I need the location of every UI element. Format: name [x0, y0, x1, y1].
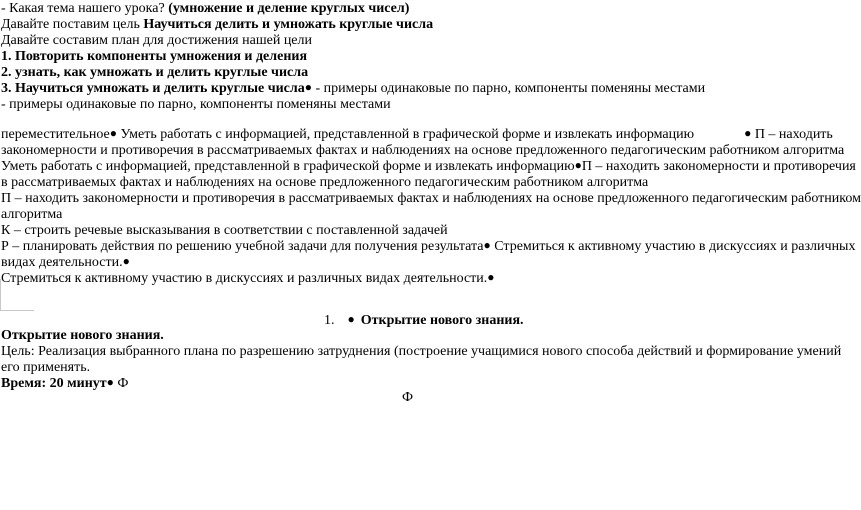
- stage-number: 1.: [324, 313, 335, 328]
- lesson-goal: Научиться делить и умножать круглые числа: [143, 17, 434, 32]
- p-find-repeat: П – находить закономерности и противоречия: [581, 159, 856, 174]
- goal-text: Реализация выбранного плана по разрешению затруднения (построение учащимися нового способа действий и формирование умений: [34, 344, 842, 359]
- p-find-start: П – находить: [751, 127, 833, 142]
- bullet-icon: ●: [106, 375, 114, 389]
- bullet-icon: ●: [304, 80, 313, 94]
- personal-skill-start: Стремиться к активному участию в дискуссиях и различных: [490, 239, 856, 254]
- goal-line: [1, 16, 433, 33]
- bullet-icon: ●: [483, 238, 491, 252]
- activity-line: [1, 254, 130, 271]
- empty-table-cell: [0, 279, 34, 311]
- section-heading: Открытие нового знания.: [1, 328, 164, 343]
- uud-line-6: алгоритма: [1, 207, 63, 222]
- communicative-skill: К – строить речевые высказывания в соответствии с поставленной задачей: [1, 223, 448, 238]
- uud-line-4: в рассматриваемых фактах и наблюдениях на основе предложенного педагогическим работником алгоритма: [1, 175, 649, 190]
- plan-item-3: 3. Научиться умножать и делить круглые числа: [1, 81, 305, 96]
- time-row: [1, 375, 128, 392]
- time-label: Время: 20 минут: [1, 376, 107, 391]
- stage-title: Открытие нового знания.: [360, 313, 524, 328]
- form-letter: Ф: [113, 376, 129, 391]
- personal-skill-line: [1, 270, 495, 287]
- bullet-icon: ●: [744, 126, 752, 140]
- info-skill-repeat: Уметь работать с информацией, представленной в графической форме и извлекать информацию: [1, 159, 575, 174]
- regulative-skill: Р – планировать действия по решению учебной задачи для получения результата: [1, 239, 484, 254]
- property-word: переместительное: [1, 127, 110, 142]
- lesson-topic: (умножение и деление круглых чисел): [168, 1, 410, 16]
- goal-text-continued: его применять.: [1, 360, 91, 375]
- stage-heading: [324, 312, 524, 329]
- goal-prefix: Давайте поставим цель: [1, 17, 144, 32]
- personal-skill: Стремиться к активному участию в дискуссиях и различных видах деятельности.: [1, 271, 488, 286]
- personal-skill-end: видах деятельности.: [1, 255, 123, 270]
- info-skill-text: Уметь работать с информацией, представленной в графической форме и извлекать информацию: [117, 127, 695, 142]
- uud-line-2: закономерности и противоречия в рассматриваемых фактах и наблюдениях на основе предложенного педагогическим работником алгоритма: [1, 143, 845, 158]
- bullet-icon: ●: [574, 158, 582, 172]
- plan-intro: Давайте составим план для достижения нашей цели: [1, 33, 313, 48]
- bullet-icon: ●: [487, 270, 495, 284]
- goal-label: Цель:: [1, 344, 35, 359]
- question-text: - Какая тема нашего урока?: [1, 1, 169, 16]
- plan-item-1: 1. Повторить компоненты умножения и деления: [1, 49, 308, 64]
- bullet-icon: ●: [122, 254, 130, 268]
- form-letter-center: Ф: [402, 390, 414, 405]
- examples-note: - примеры одинаковые по парно, компоненты поменяны местами: [1, 97, 391, 112]
- bullet-icon: ●: [347, 312, 355, 326]
- regulative-line: [1, 238, 855, 255]
- uud-line-1: [1, 126, 833, 143]
- goal-row: [1, 343, 841, 360]
- uud-line-3: [1, 158, 856, 175]
- plan-item-2: 2. узнать, как умножать и делить круглые числа: [1, 65, 309, 80]
- question-line: [1, 0, 409, 17]
- plan-item-3-note: - примеры одинаковые по парно, компоненты поменяны местами: [312, 81, 706, 96]
- bullet-icon: ●: [109, 126, 117, 140]
- plan-item-3-line: [1, 80, 705, 97]
- uud-line-5: П – находить закономерности и противоречия в рассматриваемых фактах и наблюдениях на основе предложенного педагогическим работником: [1, 191, 861, 206]
